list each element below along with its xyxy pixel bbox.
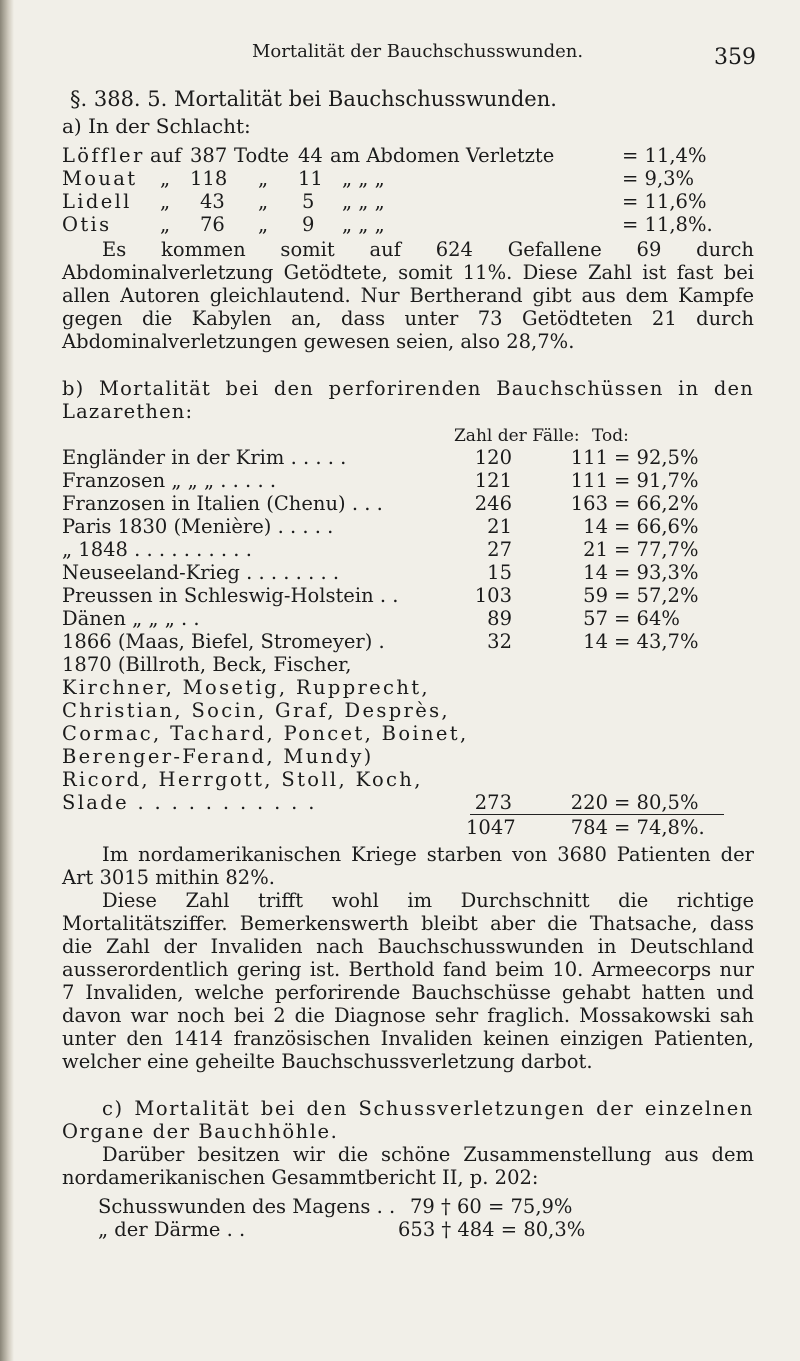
col-dead-header: Tod: [592,426,629,446]
wounded-label: „ „ „ [342,167,385,190]
row-label: Slade . . . . . . . . . . . [62,791,317,814]
total-dead: 784 [570,816,608,839]
row-dead: 14 [583,630,608,653]
row-label: 1866 (Maas, Biefel, Stromeyer) . [62,630,385,653]
table-row [62,561,754,584]
prep: „ [160,190,171,213]
row-percent: = 66,6% [614,515,699,538]
row-label: Preussen in Schleswig-Holstein . . [62,584,399,607]
row-cases: 103 [474,584,512,607]
row-dead: 14 [583,515,608,538]
row-dead: 111 [570,446,608,469]
row-cases: 121 [474,469,512,492]
percent: = 11,6% [622,190,707,213]
percent: = 9,3% [622,167,695,190]
page-number: 359 [714,45,756,70]
author-name: Lidell [62,190,132,213]
row-cases: 89 [487,607,512,630]
organ-row [62,1218,754,1241]
organ-label: „ der Därme . . [98,1218,246,1241]
book-page [62,40,754,1241]
section-heading: §. 388. 5. Mortalität bei Bauchschusswunden. [70,87,557,111]
row-label: Christian, Socin, Graf, Desprès, [62,699,450,722]
table-row [62,630,754,653]
killed-label: „ [258,213,269,236]
total-cases: 1047 [466,816,516,839]
row-label: Ricord, Herrgott, Stoll, Koch, [62,768,423,791]
multi-line-row [62,653,754,814]
organ-value: 79 † 60 = 75,9% [410,1195,573,1218]
row-percent: = 43,7% [614,630,699,653]
row-label: Cormac, Tachard, Poncet, Boinet, [62,722,469,745]
row-dead: 21 [583,538,608,561]
row-label: Dänen „ „ „ . . [62,607,200,630]
paragraph-c: Darüber besitzen wir die schöne Zusammenstellung aus dem nordamerikanischen Gesammtbericht II, p. 202: [62,1143,754,1189]
row-cases: 21 [487,515,512,538]
row-dead: 220 [570,791,608,814]
hospital-table [62,427,754,839]
row-dead: 57 [583,607,608,630]
row-percent: = 93,3% [614,561,699,584]
row-cases: 15 [487,561,512,584]
multi-label-line [62,745,754,768]
row-dead: 111 [570,469,608,492]
organ-label: Schusswunden des Magens . . [98,1195,396,1218]
killed-label: Todte [234,144,290,167]
multi-label-line [62,791,754,814]
subsection-c-heading: c) Mortalität bei den Schussverletzungen der einzelnen Organe der Bauchhöhle. [62,1097,754,1143]
killed-label: „ [258,190,269,213]
paragraph-b1: Im nordamerikanischen Kriege starben von 3680 Patienten der Art 3015 mithin 82%. [62,843,754,889]
row-label: Berenger-Ferand, Mundy) [62,745,374,768]
row-label: „ 1848 . . . . . . . . . . [62,538,252,561]
percent: = 11,8%. [622,213,713,236]
table-row [62,515,754,538]
table-row [62,538,754,561]
row-label: 1870 (Billroth, Beck, Fischer, [62,653,352,676]
paragraph-a: Es kommen somit auf 624 Gefallene 69 durch Abdominalverletzung Getödtete, somit 11%. Diese Zahl ist fast bei allen Autoren gleichlautend. Nur Bertherand gibt aus dem Kampfe gegen die Kabylen an, dass unter 73 Getödteten 21 durch Abdominalverletzungen gewesen seien, also 28,7%. [62,238,754,353]
row-label: Neuseeland-Krieg . . . . . . . . [62,561,340,584]
killed-label: „ [258,167,269,190]
battle-row [62,167,754,190]
table-row [62,607,754,630]
author-name: Löffler [62,144,145,167]
running-header [62,40,754,70]
battle-row [62,190,754,213]
row-percent: = 77,7% [614,538,699,561]
killed-count: 9 [302,213,315,236]
subsection-a-heading: a) In der Schlacht: [62,114,251,138]
organ-value: 653 † 484 = 80,3% [398,1218,586,1241]
battle-row [62,144,754,167]
row-label: Paris 1830 (Menière) . . . . . [62,515,334,538]
row-percent: = 66,2% [614,492,699,515]
col-cases-header: Zahl der Fälle: [454,426,580,446]
row-cases: 27 [487,538,512,561]
prep: „ [160,213,171,236]
row-dead: 163 [570,492,608,515]
total-count: 43 [200,190,225,213]
total-count: 118 [190,167,228,190]
prep: „ [160,167,171,190]
multi-label-line [62,676,754,699]
author-name: Otis [62,213,112,236]
author-name: Mouat [62,167,138,190]
multi-label-line [62,722,754,745]
subsection-b-heading: b) Mortalität bei den perforirenden Bauchschüssen in den Lazarethen: [62,377,754,423]
organ-table [62,1195,754,1241]
page-edge-shadow [0,0,14,1361]
prep: auf [150,144,182,167]
organ-row [62,1195,754,1218]
multi-label-line [62,768,754,791]
killed-count: 5 [302,190,315,213]
row-dead: 59 [583,584,608,607]
table-row [62,584,754,607]
row-percent: = 91,7% [614,469,699,492]
wounded-label: „ „ „ [342,213,385,236]
total-count: 387 [190,144,228,167]
battle-table [62,144,754,236]
row-cases: 246 [474,492,512,515]
row-dead: 14 [583,561,608,584]
multi-label-line [62,653,754,676]
total-count: 76 [200,213,225,236]
total-row [62,816,754,839]
row-cases: 32 [487,630,512,653]
row-label: Kirchner, Mosetig, Rupprecht, [62,676,430,699]
row-percent: = 64% [614,607,680,630]
killed-count: 11 [298,167,323,190]
wounded-label: am Abdomen Verletzte [330,144,555,167]
row-cases: 273 [474,791,512,814]
total-percent: = 74,8%. [614,816,705,839]
wounded-label: „ „ „ [342,190,385,213]
row-percent: = 92,5% [614,446,699,469]
battle-row [62,213,754,236]
percent: = 11,4% [622,144,707,167]
table-rows [62,446,754,653]
running-title: Mortalität der Bauchschusswunden. [252,41,584,62]
row-label: Franzosen „ „ „ . . . . . [62,469,277,492]
multi-label-line [62,699,754,722]
row-percent: = 57,2% [614,584,699,607]
sum-rule [470,814,724,815]
row-cases: 120 [474,446,512,469]
table-row [62,492,754,515]
table-header [62,427,754,446]
table-row [62,469,754,492]
row-label: Engländer in der Krim . . . . . [62,446,347,469]
table-row [62,446,754,469]
row-percent: = 80,5% [614,791,699,814]
row-label: Franzosen in Italien (Chenu) . . . [62,492,383,515]
paragraph-b2: Diese Zahl trifft wohl im Durchschnitt die richtige Mortalitätsziffer. Bemerkenswerth bleibt aber die Thatsache, dass die Zahl der Invaliden nach Bauchschusswunden in Deutschland ausserordentlich gering ist. Berthold fand beim 10. Armeecorps nur 7 Invaliden, welche perforirende Bauchschüsse gehabt hatten und davon war noch bei 2 die Diagnose sehr fraglich. Mossakowski sah unter den 1414 französischen Invaliden keinen einzigen Patienten, welcher eine geheilte Bauchschussverletzung darbot. [62,889,754,1073]
killed-count: 44 [298,144,323,167]
